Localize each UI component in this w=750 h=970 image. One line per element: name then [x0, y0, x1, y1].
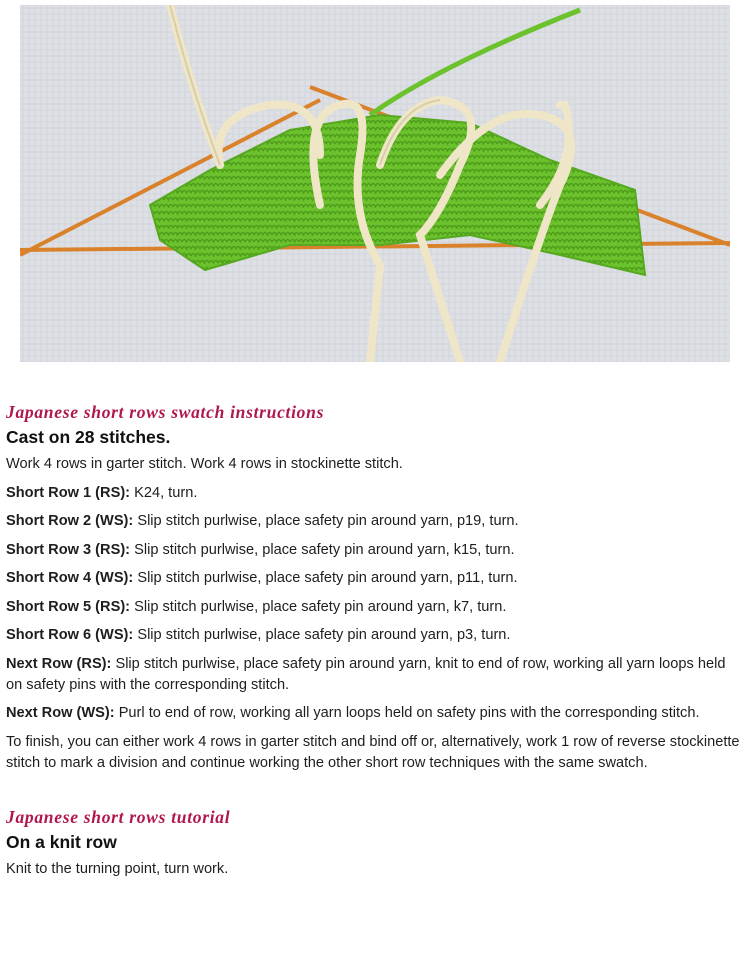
next-row-ws	[6, 703, 742, 724]
short-row-1	[6, 483, 742, 504]
knitting-swatch-photo	[20, 5, 730, 362]
short-row-4	[6, 568, 742, 589]
row-label: Short Row 1 (RS):	[6, 484, 131, 501]
finish-text: To finish, you can either work 4 rows in garter stitch and bind off or, alternatively, work 1 row of reverse stockinette stitch to mark a division and continue working the other short row techniques with the same swatch.	[6, 733, 740, 771]
row-text: Slip stitch purlwise, place safety pin around yarn, k7, turn.	[130, 598, 507, 615]
tutorial-title: Japanese short rows tutorial	[6, 807, 231, 827]
short-row-5	[6, 597, 742, 618]
short-row-3	[6, 540, 742, 561]
swatch-instructions-title: Japanese short rows swatch instructions	[6, 402, 325, 422]
knitting-swatch-image	[20, 5, 730, 362]
row-text: Purl to end of row, working all yarn loops held on safety pins with the corresponding stitch.	[114, 705, 700, 721]
cast-on-heading: Cast on 28 stitches.	[6, 427, 171, 447]
row-text: Slip stitch purlwise, place safety pin around yarn, p11, turn.	[133, 570, 518, 586]
row-label: Short Row 4 (WS):	[6, 570, 134, 586]
knit-row-heading: On a knit row	[6, 832, 117, 852]
short-row-6	[6, 625, 742, 646]
row-text: Slip stitch purlwise, place safety pin around yarn, k15, turn.	[130, 541, 515, 558]
instructions-content	[6, 400, 742, 888]
short-row-2	[6, 511, 742, 532]
row-text: Slip stitch purlwise, place safety pin around yarn, p3, turn.	[133, 627, 511, 643]
row-label: Next Row (RS):	[6, 655, 112, 672]
row-label: Short Row 2 (WS):	[6, 513, 134, 529]
row-text: Slip stitch purlwise, place safety pin around yarn, knit to end of row, working all yarn loops held on safety pins with the corresponding stitch.	[6, 655, 726, 693]
row-label: Short Row 5 (RS):	[6, 598, 131, 615]
intro-text: Work 4 rows in garter stitch. Work 4 rows in stockinette stitch.	[6, 456, 403, 472]
row-label: Short Row 3 (RS):	[6, 541, 131, 558]
row-label: Next Row (WS):	[6, 705, 115, 721]
row-text: K24, turn.	[130, 484, 198, 501]
row-text: Slip stitch purlwise, place safety pin around yarn, p19, turn.	[133, 513, 519, 529]
next-row-rs	[6, 654, 742, 696]
tutorial-text: Knit to the turning point, turn work.	[6, 861, 229, 877]
row-label: Short Row 6 (WS):	[6, 627, 134, 643]
